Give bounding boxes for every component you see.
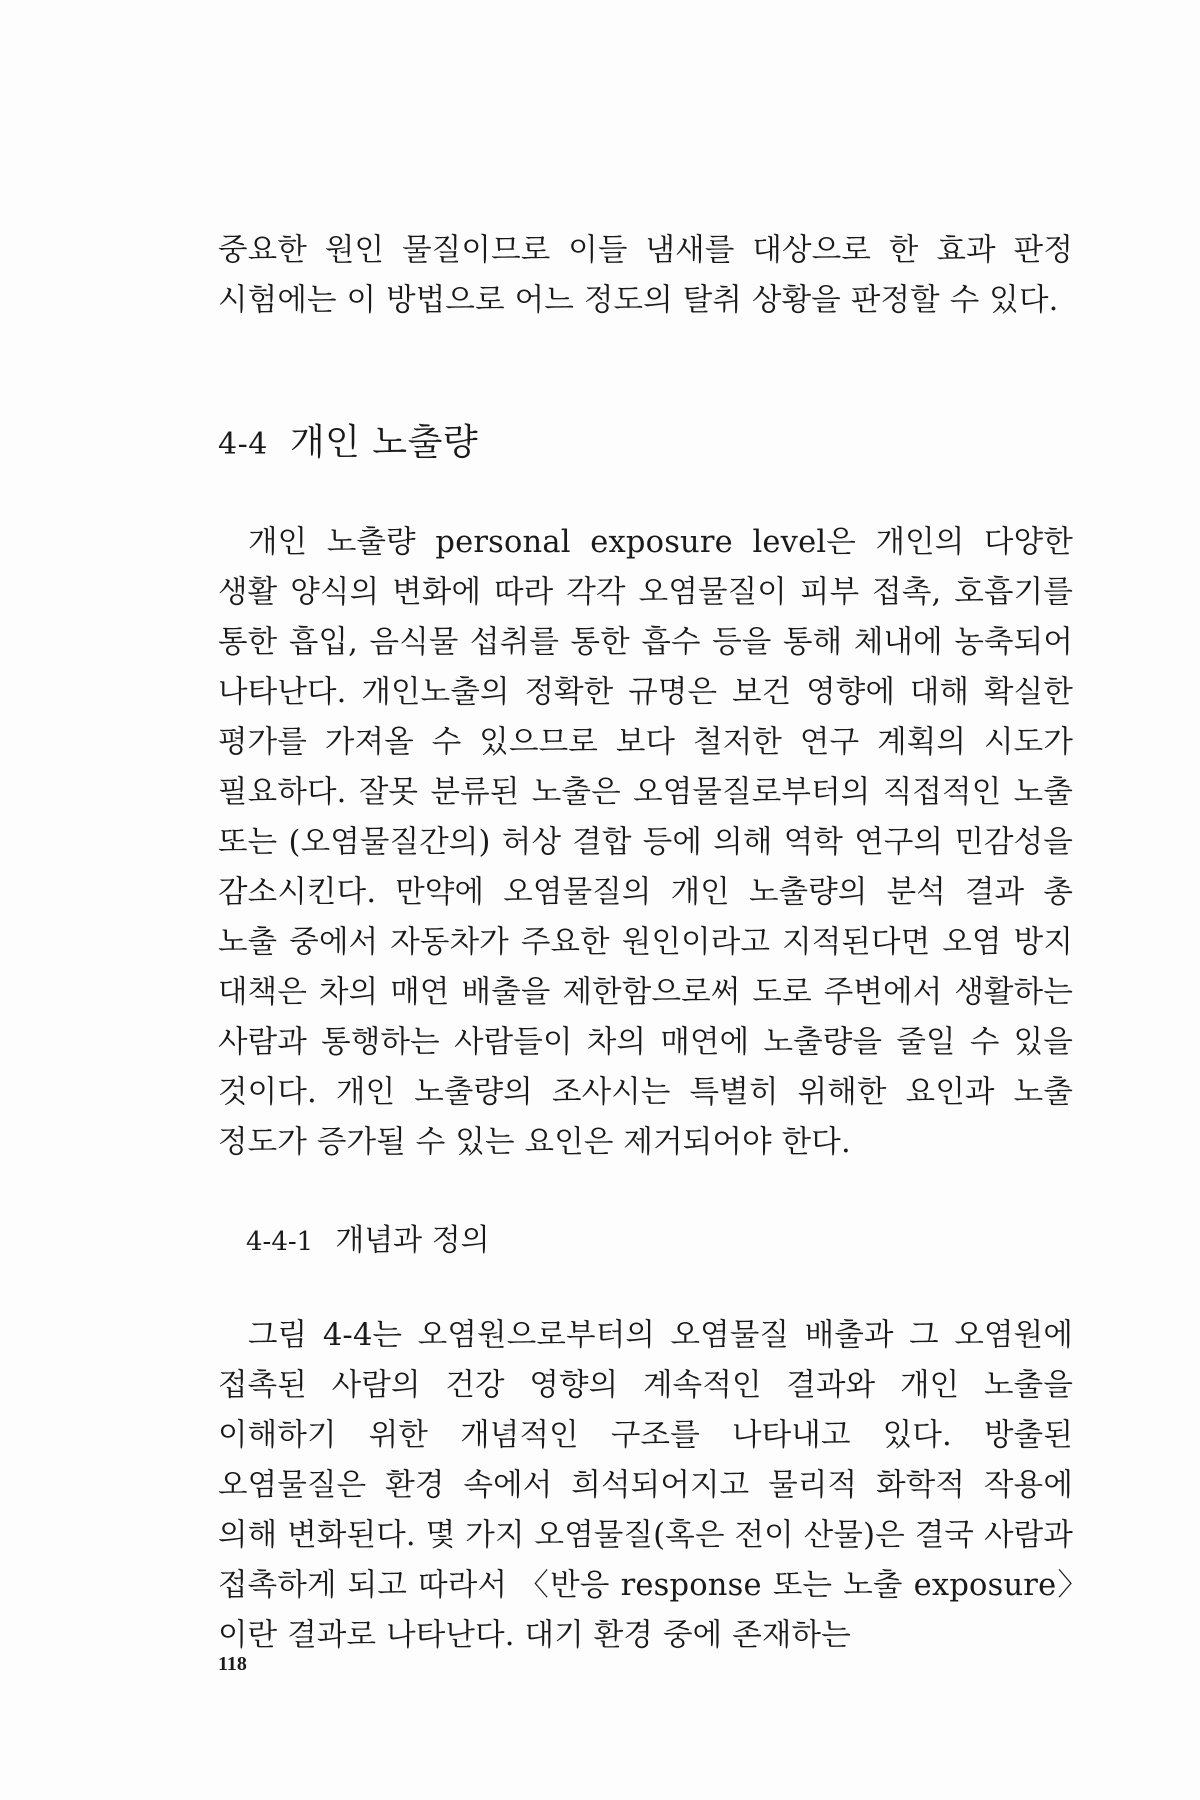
subsection-paragraph: 그림 4-4는 오염원으로부터의 오염물질 배출과 그 오염원에 접촉된 사람의 건강 영향의 계속적인 결과와 개인 노출을 이해하기 위한 개념적인 구조를 나타내고 있다. 방출된 오염물질은 환경 속에서 희석되어지고 물리적 화학적 작용에 의해 변화된다. 몇 가지 오염물질(혹은 전이 산물)은 결국 사람과 접촉하게 되고 따라서 〈반응 response 또는 노출 exposure〉이란 결과로 나타난다. 대기 환경 중에 존재하는 [218, 1318, 1073, 1653]
intro-paragraph: 중요한 원인 물질이므로 이들 냄새를 대상으로 한 효과 판정 시험에는 이 방법으로 어느 정도의 탈취 상황을 판정할 수 있다. [218, 233, 1073, 318]
section-paragraph: 개인 노출량 personal exposure level은 개인의 다양한 생활 양식의 변화에 따라 각각 오염물질이 피부 접촉, 호흡기를 통한 흡입, 음식물 섭취를 통한 흡수 등을 통해 체내에 농축되어 나타난다. 개인노출의 정확한 규명은 보건 영향에 대해 확실한 평가를 가져올 수 있으므로 보다 철저한 연구 계획의 시도가 필요하다. 잘못 분류된 노출은 오염물질로부터의 직접적인 노출 또는 (오염물질간의) 허상 결합 등에 의해 역학 연구의 민감성을 감소시킨다. 만약에 오염물질의 개인 노출량의 분석 결과 총 노출 중에서 자동차가 주요한 원인이라고 지적된다면 오염 방지 대책은 차의 매연 배출을 제한함으로써 도로 주변에서 생활하는 사람과 통행하는 사람들이 차의 매연에 노출량을 줄일 수 있을 것이다. 개인 노출량의 조사시는 특별히 위해한 요인과 노출 정도가 증가될 수 있는 요인은 제거되어야 한다. [218, 525, 1073, 1160]
section-title: 개인 노출량 [289, 422, 479, 463]
section-number: 4-4 [218, 427, 268, 462]
section-heading [218, 418, 1073, 470]
page-number: 118 [218, 1653, 247, 1675]
subsection-heading [218, 1216, 1073, 1267]
page-content [218, 226, 1073, 1661]
subsection-title: 개념과 정의 [335, 1223, 490, 1258]
subsection-number: 4-4-1 [246, 1227, 314, 1257]
